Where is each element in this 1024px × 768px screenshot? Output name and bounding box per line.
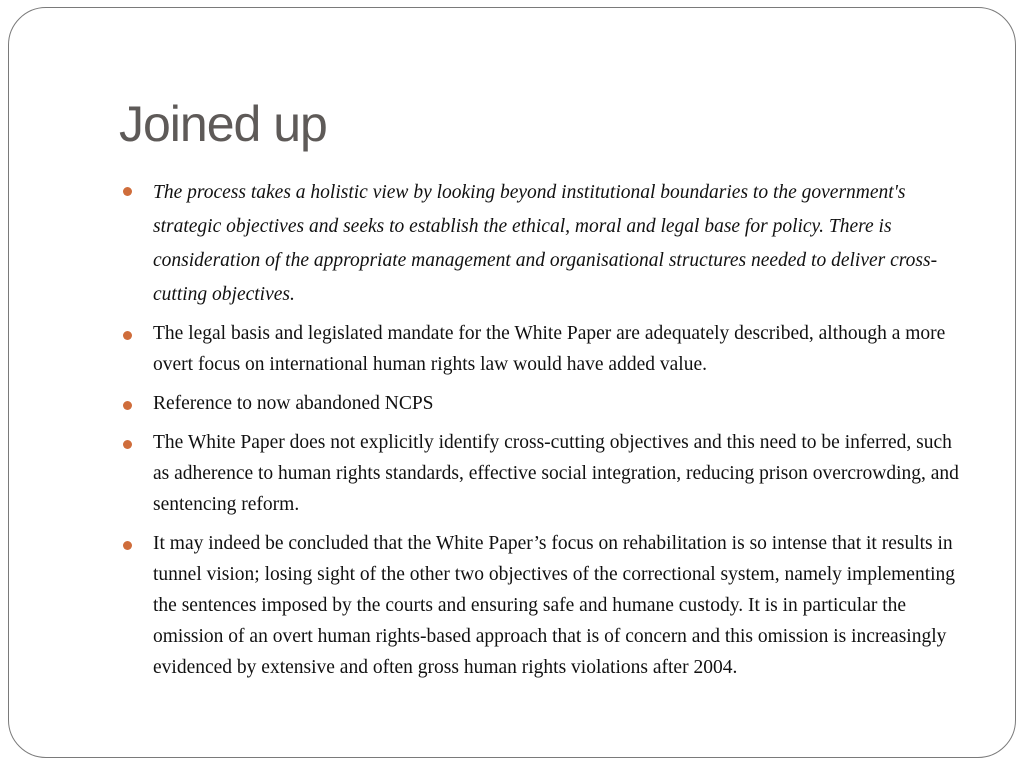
bullet-text: Reference to now abandoned NCPS bbox=[153, 393, 434, 414]
bullet-text: The legal basis and legislated mandate for the White Paper are adequately described, although a more overt focus on international human rights law would have added value. bbox=[153, 323, 946, 375]
bullet-dot-icon bbox=[123, 440, 132, 449]
bullet-text: The White Paper does not explicitly identify cross-cutting objectives and this need to be inferred, such as adherence to human rights standards, effective social integration, reducing prison overcrowding, and sentencing reform. bbox=[153, 432, 959, 515]
bullet-dot-icon bbox=[123, 331, 132, 340]
bullet-text: The process takes a holistic view by looking beyond institutional boundaries to the government's strategic objectives and seeks to establish the ethical, moral and legal base for policy. There is consideration of the appropriate management and organisational structures needed to deliver cross-cutting objectives. bbox=[153, 182, 938, 305]
bullet-item bbox=[123, 176, 973, 312]
slide-frame bbox=[8, 7, 1016, 758]
bullet-item bbox=[123, 528, 973, 683]
bullet-item bbox=[123, 388, 973, 419]
bullet-list bbox=[123, 176, 973, 691]
bullet-dot-icon bbox=[123, 401, 132, 410]
bullet-text: It may indeed be concluded that the White Paper’s focus on rehabilitation is so intense that it results in tunnel vision; losing sight of the other two objectives of the correctional system, namely implementing the sentences imposed by the courts and ensuring safe and humane custody. It is in particular the omission of an overt human rights-based approach that is of concern and this omission is increasingly evidenced by extensive and often gross human rights violations after 2004. bbox=[153, 533, 956, 678]
bullet-item bbox=[123, 427, 973, 520]
slide-title: Joined up bbox=[119, 96, 327, 152]
bullet-dot-icon bbox=[123, 541, 132, 550]
bullet-item bbox=[123, 318, 973, 380]
bullet-dot-icon bbox=[123, 187, 132, 196]
